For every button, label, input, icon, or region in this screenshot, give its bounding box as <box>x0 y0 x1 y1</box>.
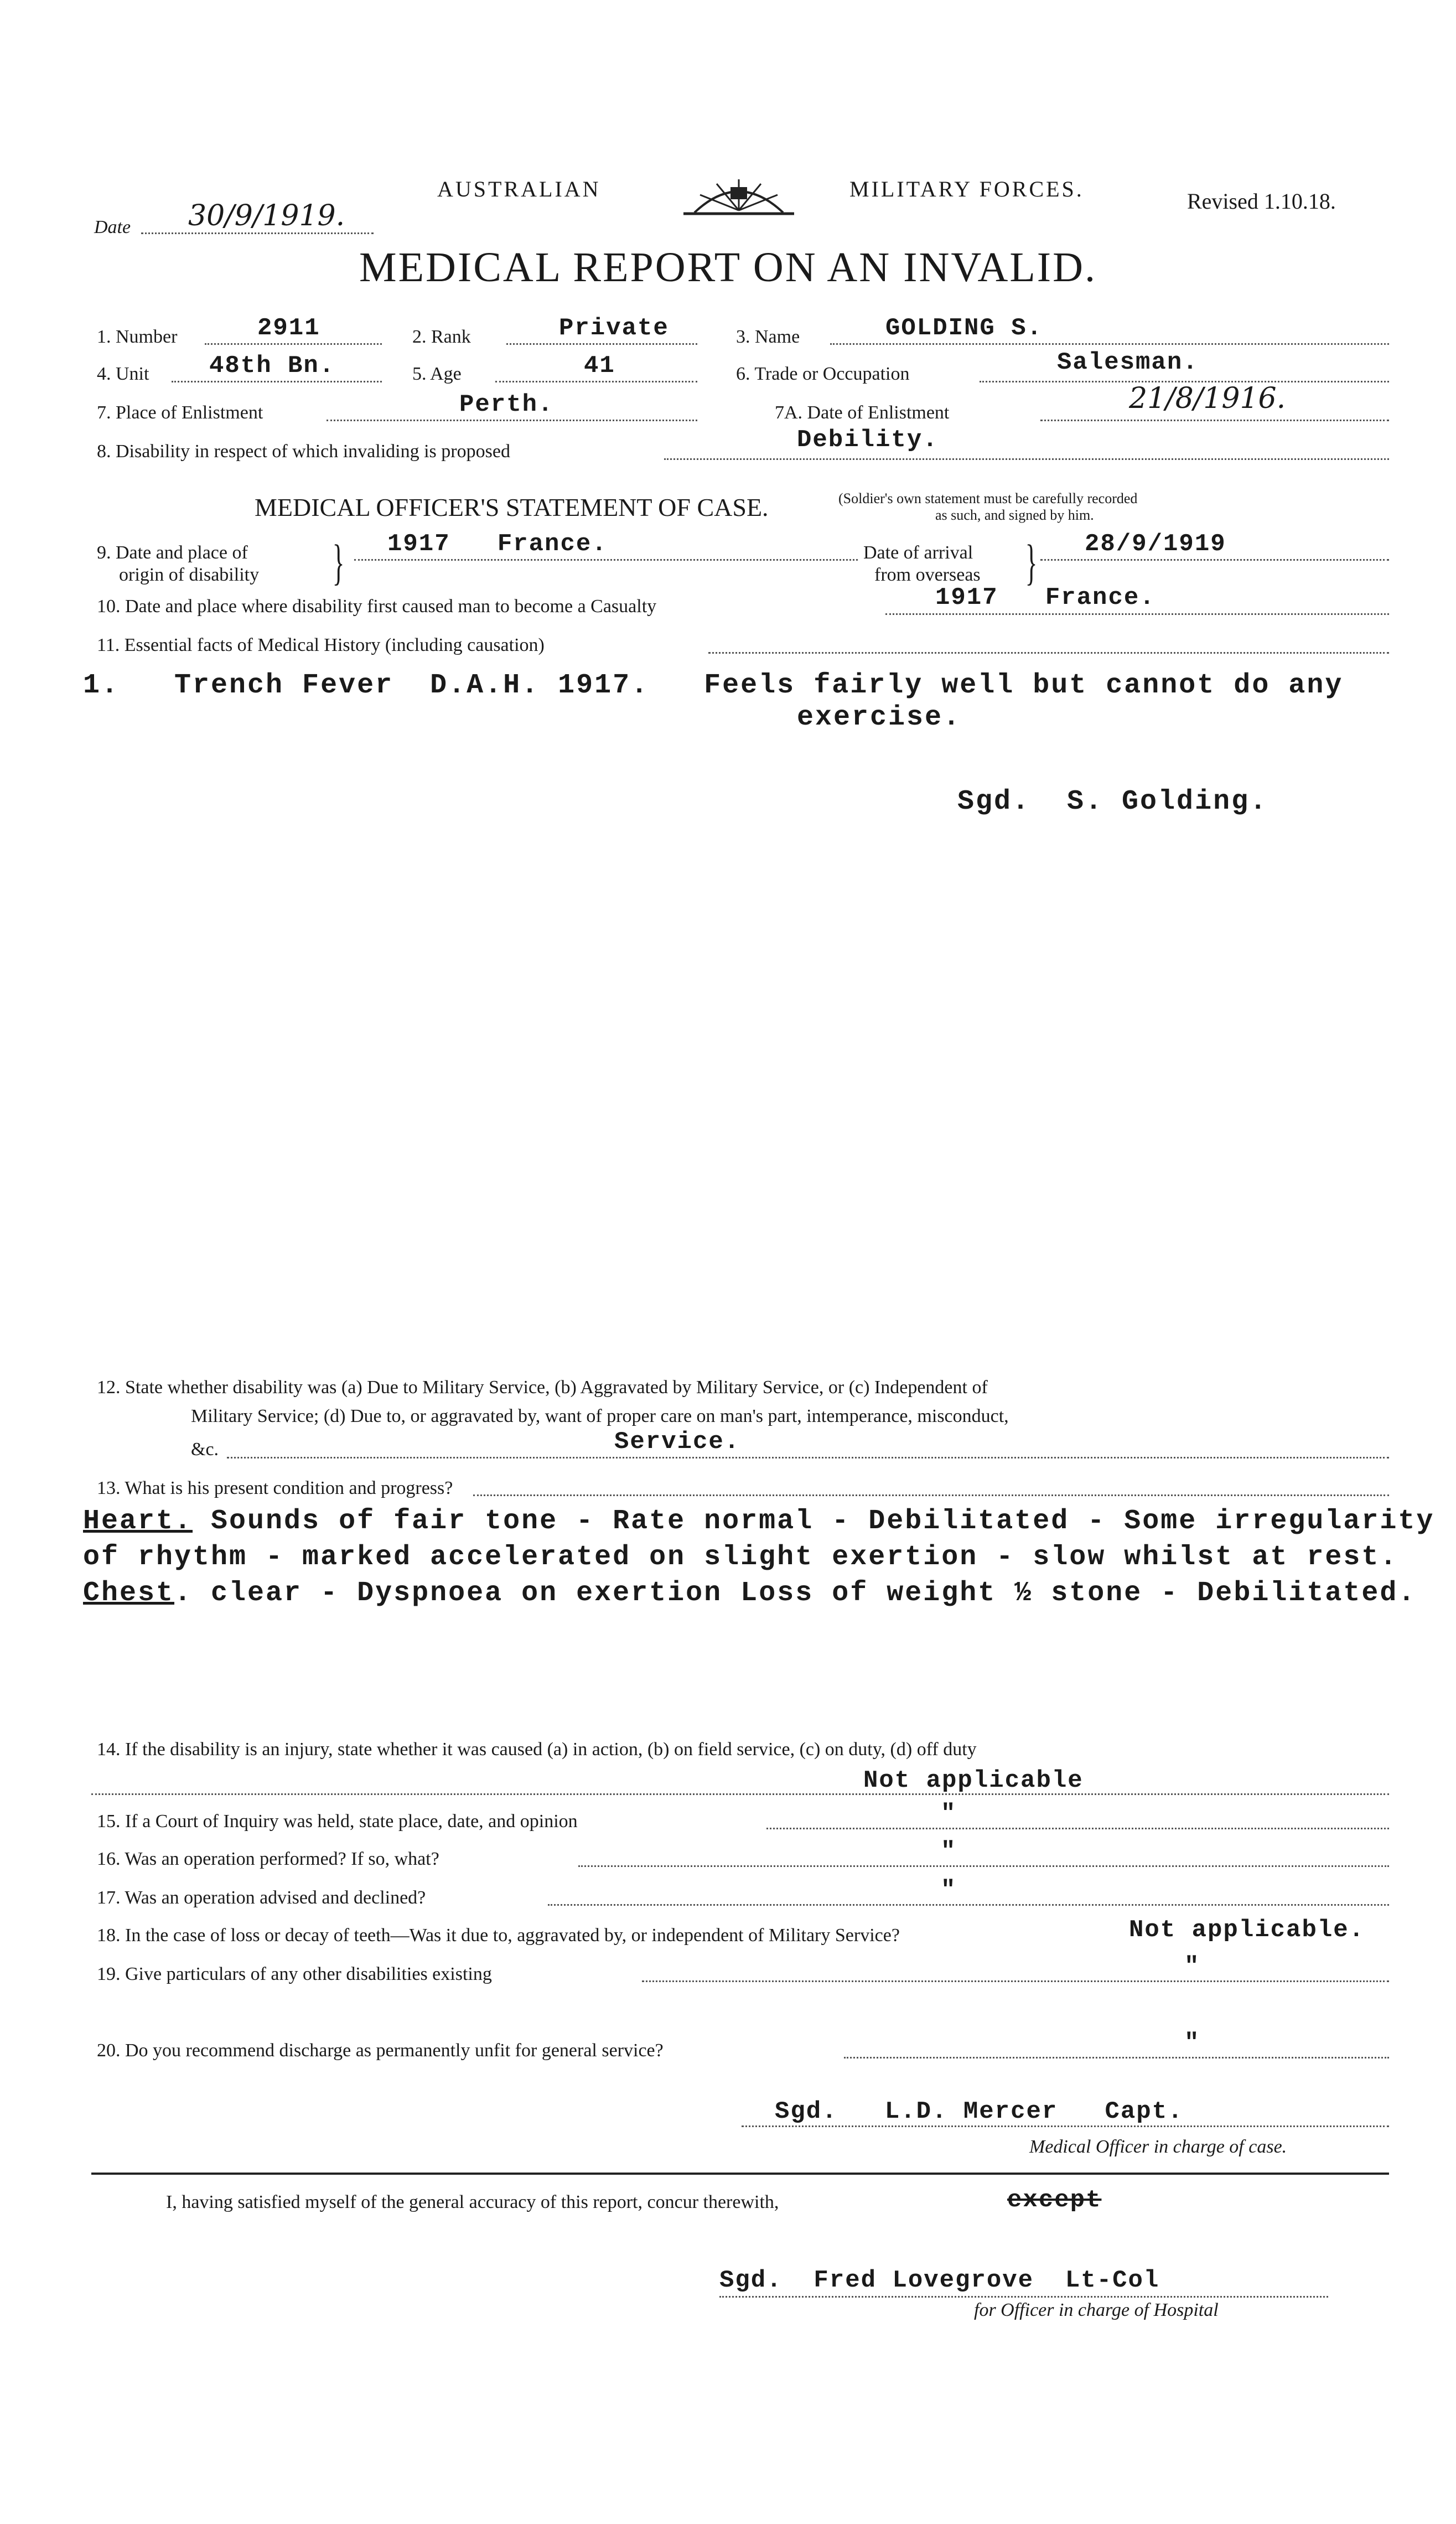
concur-text: I, having satisfied myself of the general accuracy of this report, concur therewith, <box>166 2192 779 2212</box>
q19-line <box>642 1980 1389 1982</box>
disability-line <box>664 458 1389 460</box>
statement-note-line2: as such, and signed by him. <box>935 507 1094 523</box>
q15-value: " <box>941 1800 957 1828</box>
oc-hospital-signature: Sgd. Fred Lovegrove Lt-Col <box>719 2267 1160 2294</box>
q19-value: " <box>1184 1953 1200 1980</box>
enlistment-date-line <box>1040 420 1389 421</box>
arrival-brace: } <box>1025 535 1038 590</box>
page-title: MEDICAL REPORT ON AN INVALID. <box>359 244 1097 291</box>
q18-label: 18. In the case of loss or decay of teeth—Was it due to, aggravated by, or independent of Military Service? <box>97 1925 900 1946</box>
disability-label: 8. Disability in respect of which invaliding is proposed <box>97 441 510 462</box>
mo-signature: Sgd. L.D. Mercer Capt. <box>775 2098 1184 2125</box>
q17-value: " <box>941 1876 957 1904</box>
q16-line <box>578 1865 1389 1867</box>
enlistment-date-value: 21/8/1916. <box>1129 382 1286 415</box>
trade-value: Salesman. <box>1057 349 1199 376</box>
q16-value: " <box>941 1838 957 1865</box>
divider <box>91 2173 1389 2175</box>
q12-value: Service. <box>614 1428 740 1456</box>
q10-value: 1917 France. <box>935 584 1156 612</box>
number-label: 1. Number <box>97 327 178 347</box>
q13-line <box>473 1494 1389 1496</box>
name-line <box>830 343 1389 345</box>
q13-condition-line1 <box>83 1506 1434 1537</box>
q18-value: Not applicable. <box>1129 1916 1365 1944</box>
q13-condition-line3 <box>83 1578 1416 1609</box>
rank-line <box>506 343 697 345</box>
q10-line <box>885 613 1389 615</box>
name-label: 3. Name <box>736 327 800 347</box>
arrival-line <box>1040 559 1389 561</box>
date-dotted-line <box>141 232 374 234</box>
q12-line1: 12. State whether disability was (a) Due to Military Service, (b) Aggravated by Military Service, or (c) Independent of <box>97 1377 988 1398</box>
trade-label: 6. Trade or Occupation <box>736 364 910 384</box>
q20-value: " <box>1184 2029 1200 2057</box>
number-value: 2911 <box>257 314 320 342</box>
mo-signature-caption: Medical Officer in charge of case. <box>1029 2137 1287 2157</box>
q13-label: 13. What is his present condition and progress? <box>97 1478 453 1498</box>
date-value: 30/9/1919. <box>188 199 345 232</box>
q14-line <box>91 1793 1389 1795</box>
q11-history-line1: 1. Trench Fever D.A.H. 1917. Feels fairly well but cannot do any <box>83 670 1344 701</box>
statement-note-line1: (Soldier's own statement must be carefully recorded <box>838 490 1138 506</box>
q19-label: 19. Give particulars of any other disabilities existing <box>97 1964 492 1984</box>
date-label: Date <box>94 217 131 237</box>
chest-heading: Chest <box>83 1578 175 1609</box>
enlistment-date-label: 7A. Date of Enlistment <box>775 402 950 423</box>
q15-label: 15. If a Court of Inquiry was held, state place, date, and opinion <box>97 1811 578 1832</box>
q9-label-line2: origin of disability <box>119 565 260 585</box>
q13-line3-text: . clear - Dyspnoea on exertion Loss of weight ½ stone - Debilitated. <box>174 1578 1417 1609</box>
rising-sun-crest-icon <box>678 176 800 220</box>
q11-label: 11. Essential facts of Medical History (including causation) <box>97 635 545 655</box>
struck-except: except <box>1007 2186 1102 2214</box>
rank-label: 2. Rank <box>412 327 471 347</box>
q12-line3: &c. <box>191 1439 219 1460</box>
q14-value: Not applicable <box>863 1767 1084 1794</box>
name-value: GOLDING S. <box>885 314 1043 342</box>
mo-signature-line <box>742 2125 1389 2127</box>
q9-label-line1: 9. Date and place of <box>97 542 248 563</box>
unit-label: 4. Unit <box>97 364 149 384</box>
unit-value: 48th Bn. <box>209 352 335 380</box>
oc-signature-line <box>719 2296 1328 2298</box>
place-line <box>327 420 697 421</box>
q12-line2: Military Service; (d) Due to, or aggravated by, want of proper care on man's part, intemperance, misconduct, <box>191 1406 1009 1426</box>
q13-line1-text: Sounds of fair tone - Rate normal - Debilitated - Some irregularity <box>193 1506 1435 1537</box>
arrival-label-line1: Date of arrival <box>863 542 973 563</box>
q17-line <box>548 1904 1389 1906</box>
q14-label: 14. If the disability is an injury, state whether it was caused (a) in action, (b) on field service, (c) on duty, (d) off duty <box>97 1739 977 1760</box>
arrival-value: 28/9/1919 <box>1085 530 1226 558</box>
rank-value: Private <box>559 314 669 342</box>
q20-label: 20. Do you recommend discharge as permanently unfit for general service? <box>97 2040 664 2061</box>
age-label: 5. Age <box>412 364 462 384</box>
org-right: MILITARY FORCES. <box>849 177 1084 201</box>
oc-signature-caption: for Officer in charge of Hospital <box>974 2300 1219 2320</box>
q17-label: 17. Was an operation advised and declined? <box>97 1887 426 1908</box>
number-line <box>205 343 382 345</box>
q11-history-line2: exercise. <box>797 702 962 733</box>
q20-line <box>844 2057 1389 2058</box>
revised-label: Revised 1.10.18. <box>1187 189 1336 214</box>
q15-line <box>766 1828 1389 1829</box>
q10-label: 10. Date and place where disability first caused man to become a Casualty <box>97 596 657 617</box>
soldier-signature: Sgd. S. Golding. <box>957 786 1268 818</box>
place-of-enlistment-value: Perth. <box>459 391 554 418</box>
age-value: 41 <box>584 352 615 380</box>
arrival-label-line2: from overseas <box>874 565 981 585</box>
q16-label: 16. Was an operation performed? If so, what? <box>97 1849 439 1869</box>
heart-heading: Heart. <box>83 1506 193 1537</box>
q9-value: 1917 France. <box>387 530 608 558</box>
q12-line <box>227 1457 1389 1458</box>
disability-value: Debility. <box>797 426 939 454</box>
age-line <box>495 381 697 382</box>
q9-line <box>354 559 858 561</box>
org-left: AUSTRALIAN <box>437 177 601 201</box>
q13-condition-line2: of rhythm - marked accelerated on slight exertion - slow whilst at rest. <box>83 1542 1398 1573</box>
q9-brace: } <box>332 535 345 590</box>
q11-line <box>708 652 1389 654</box>
unit-line <box>172 381 382 382</box>
mo-statement-heading: MEDICAL OFFICER'S STATEMENT OF CASE. <box>255 493 769 521</box>
place-of-enlistment-label: 7. Place of Enlistment <box>97 402 263 423</box>
